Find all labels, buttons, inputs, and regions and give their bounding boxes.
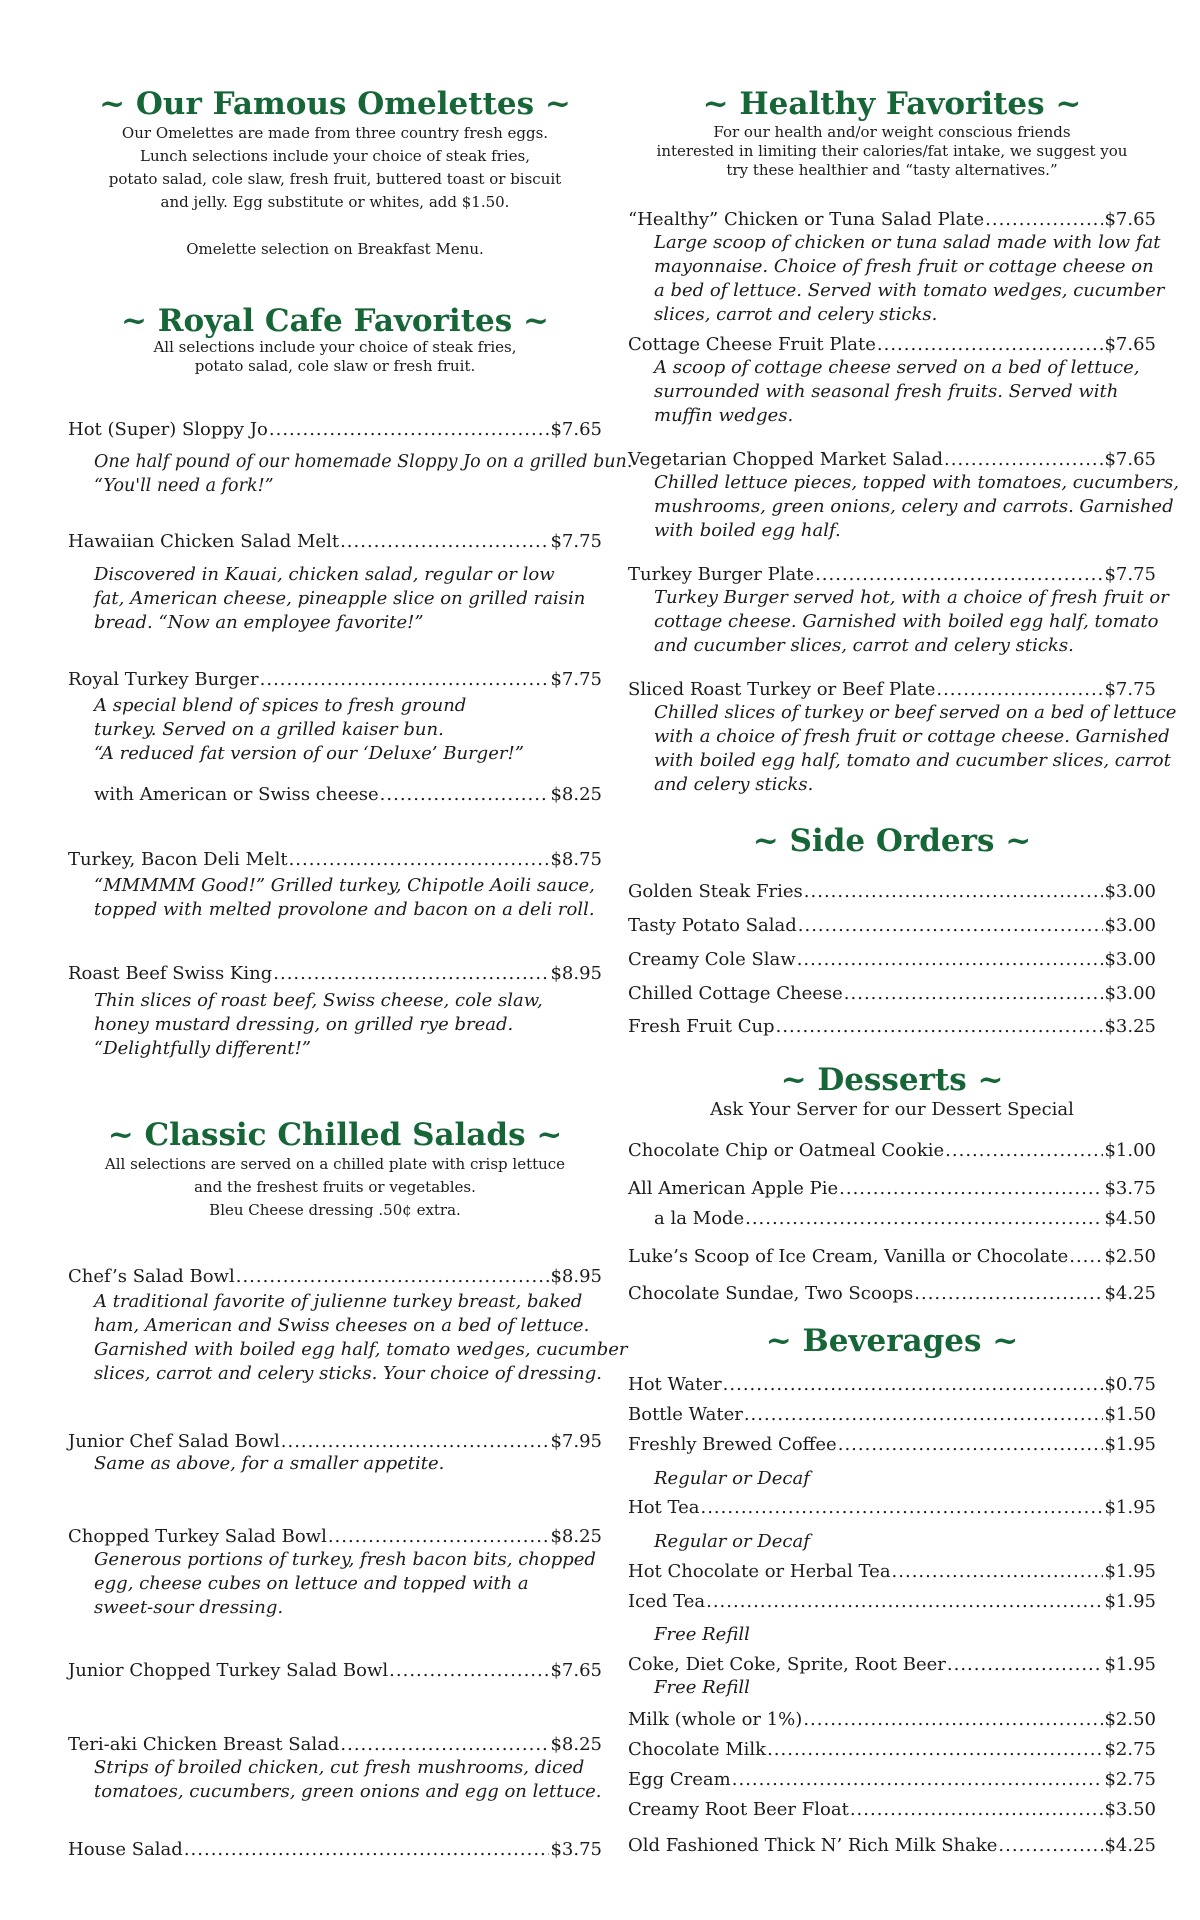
item-price: $7.65 (1104, 209, 1156, 230)
menu-item (68, 1659, 602, 1683)
menu-item (628, 1177, 1156, 1201)
menu-item (628, 1708, 1156, 1732)
item-name: Hot Chocolate or Herbal Tea (628, 1561, 891, 1582)
item-name: Roast Beef Swiss King (68, 963, 273, 984)
item-name: Golden Steak Fries (628, 881, 803, 902)
leader-dots (732, 1768, 1104, 1792)
item-name: Creamy Cole Slaw (628, 949, 796, 970)
item-name: Egg Cream (628, 1769, 731, 1790)
item-note: Regular or Decaf (654, 1531, 810, 1552)
item-name: Hawaiian Chicken Salad Melt (68, 531, 340, 552)
leader-dots (389, 1659, 549, 1683)
menu-item (628, 1015, 1156, 1039)
item-name: Fresh Fruit Cup (628, 1016, 775, 1037)
desc-line: surrounded with seasonal fresh fruits. Served with (654, 381, 1119, 402)
intro-line: Our Omelettes are made from three country fresh eggs. (121, 124, 549, 142)
leader-dots (289, 848, 550, 872)
item-row (68, 783, 602, 807)
item-price: $8.95 (550, 963, 602, 984)
desc-line: fat, American cheese, pineapple slice on grilled raisin (94, 588, 586, 609)
item-name: All American Apple Pie (628, 1178, 839, 1199)
item-price: $1.95 (1104, 1434, 1156, 1455)
item-description (628, 231, 1165, 327)
item-name: Chocolate Sundae, Two Scoops (628, 1283, 914, 1304)
item-name: Luke’s Scoop of Ice Cream, Vanilla or Chocolate (628, 1246, 1069, 1267)
intro-line: and jelly. Egg substitute or whites, add $1.50. (160, 193, 510, 211)
item-name: Old Fashioned Thick N’ Rich Milk Shake (628, 1835, 998, 1856)
leader-dots (803, 1708, 1103, 1732)
item-row (628, 914, 1156, 938)
item-row (68, 1838, 602, 1862)
item-name: Turkey, Bacon Deli Melt (68, 849, 288, 870)
item-price: $1.00 (1104, 1140, 1156, 1161)
item-name: Bottle Water (628, 1404, 743, 1425)
desc-line: honey mustard dressing, on grilled rye bread. (94, 1014, 514, 1035)
leader-dots (936, 678, 1103, 702)
item-row (628, 333, 1156, 357)
desc-line: with boiled egg half, tomato and cucumber slices, carrot (654, 750, 1171, 771)
item-row (628, 1560, 1156, 1584)
desc-line: Chilled slices of turkey or beef served on a bed of lettuce (654, 702, 1177, 723)
item-price: $7.75 (1104, 679, 1156, 700)
menu-item (68, 418, 602, 442)
salads-heading: ~ Classic Chilled Salads ~ (107, 1117, 563, 1153)
item-name: Chilled Cottage Cheese (628, 983, 843, 1004)
intro-line: and the freshest fruits or vegetables. (194, 1178, 476, 1196)
desc-line: Discovered in Kauai, chicken salad, regular or low (94, 564, 555, 585)
item-row (68, 1525, 602, 1549)
item-price: $1.95 (1104, 1591, 1156, 1612)
item-row (68, 1430, 602, 1454)
item-name: with American or Swiss cheese (94, 784, 379, 805)
item-price: $8.25 (550, 1526, 602, 1547)
desc-line: slices, carrot and celery sticks. (654, 304, 938, 325)
item-row (628, 1590, 1156, 1614)
item-name: Sliced Roast Turkey or Beef Plate (628, 679, 936, 700)
omelettes-note: Omelette selection on Breakfast Menu. (186, 240, 484, 258)
desc-line: Large scoop of chicken or tuna salad made with low fat (654, 232, 1161, 253)
item-description (68, 694, 602, 766)
item-description (628, 586, 1169, 658)
leader-dots (236, 1265, 550, 1289)
desc-line: “MMMMM Good!” Grilled turkey, Chipotle Aoili sauce, (94, 875, 595, 896)
item-name: Chopped Turkey Salad Bowl (68, 1526, 327, 1547)
leader-dots (850, 1798, 1104, 1822)
menu-item (628, 1139, 1156, 1163)
item-row (628, 208, 1156, 232)
menu-item (628, 208, 1156, 232)
intro-line: Lunch selections include your choice of steak fries, (140, 147, 530, 165)
item-price: $7.75 (550, 669, 602, 690)
desc-line: tomatoes, cucumbers, green onions and egg on lettuce. (94, 1781, 602, 1802)
item-name: Vegetarian Chopped Market Salad (628, 449, 944, 470)
item-row (68, 530, 602, 554)
leader-dots (1069, 1245, 1103, 1269)
item-price: $7.95 (550, 1431, 602, 1452)
desc-line: A special blend of spices to fresh ground (94, 695, 467, 716)
item-price: $3.00 (1104, 915, 1156, 936)
leader-dots (947, 1653, 1104, 1677)
item-price: $3.25 (1104, 1016, 1156, 1037)
item-row (628, 1798, 1156, 1822)
menu-item (628, 914, 1156, 938)
intro-line: All selections include your choice of steak fries, (153, 338, 517, 356)
leader-dots (998, 1834, 1103, 1858)
menu-item (628, 1403, 1156, 1427)
item-price: $8.95 (550, 1266, 602, 1287)
item-description (628, 356, 1156, 428)
desc-line: Turkey Burger served hot, with a choice of fresh fruit or (654, 587, 1169, 608)
menu-item (68, 530, 602, 554)
item-price: $7.75 (1104, 564, 1156, 585)
item-price: $7.65 (550, 1660, 602, 1681)
menu-item (628, 1433, 1156, 1457)
item-row (628, 1834, 1156, 1858)
item-price: $0.75 (1104, 1374, 1156, 1395)
item-row (68, 668, 602, 692)
item-row (628, 1768, 1156, 1792)
item-description (68, 1290, 628, 1386)
item-row (628, 880, 1156, 904)
leader-dots (706, 1590, 1103, 1614)
menu-item (628, 1373, 1156, 1397)
item-price: $1.50 (1104, 1404, 1156, 1425)
item-description (68, 1452, 602, 1476)
item-price: $4.25 (1104, 1835, 1156, 1856)
intro-line: potato salad, cole slaw or fresh fruit. (194, 357, 476, 375)
item-name: Chocolate Chip or Oatmeal Cookie (628, 1140, 945, 1161)
leader-dots (744, 1403, 1104, 1427)
leader-dots (944, 448, 1103, 472)
desc-line: Strips of broiled chicken, cut fresh mushrooms, diced (94, 1757, 585, 1778)
item-row (628, 1282, 1156, 1306)
item-name: a la Mode (654, 1208, 745, 1229)
royal-heading: ~ Royal Cafe Favorites ~ (121, 303, 549, 339)
item-row (628, 1373, 1156, 1397)
desc-line: cottage cheese. Garnished with boiled egg half, tomato (654, 611, 1159, 632)
desc-line: with boiled egg half. (654, 520, 841, 541)
item-row (628, 1708, 1156, 1732)
item-price: $3.00 (1104, 983, 1156, 1004)
item-price: $2.75 (1104, 1739, 1156, 1760)
desc-line: Same as above, for a smaller appetite. (94, 1453, 445, 1474)
leader-dots (839, 1177, 1103, 1201)
leader-dots (914, 1282, 1103, 1306)
item-price: $3.50 (1104, 1799, 1156, 1820)
item-name: Hot Tea (628, 1497, 700, 1518)
healthy-intro (628, 123, 1156, 180)
leader-dots (804, 880, 1104, 904)
leader-dots (877, 333, 1104, 357)
item-row (628, 1015, 1156, 1039)
desc-line: mayonnaise. Choice of fresh fruit or cottage cheese on (654, 256, 1154, 277)
menu-item (628, 1798, 1156, 1822)
menu-item (68, 1733, 602, 1757)
menu-item (628, 1245, 1156, 1269)
menu-item (68, 1525, 602, 1549)
desc-line: One half pound of our homemade Sloppy Jo on a grilled bun. (94, 452, 633, 472)
leader-dots (269, 418, 550, 442)
menu-item (628, 1738, 1156, 1762)
item-name: Junior Chef Salad Bowl (68, 1431, 280, 1452)
desc-line: with a choice of fresh fruit or cottage cheese. Garnished (654, 726, 1170, 747)
item-price: $4.50 (1104, 1208, 1156, 1229)
menu-item (628, 1496, 1156, 1520)
item-price: $2.50 (1104, 1246, 1156, 1267)
desc-line: ham, American and Swiss cheeses on a bed of lettuce. (94, 1315, 590, 1336)
item-price: $3.00 (1104, 881, 1156, 902)
healthy-heading: ~ Healthy Favorites ~ (702, 86, 1082, 122)
item-price: $8.25 (550, 784, 602, 805)
item-price: $2.75 (1104, 1769, 1156, 1790)
item-price: $7.65 (1104, 449, 1156, 470)
menu-item (628, 948, 1156, 972)
item-row (628, 1496, 1156, 1520)
item-description (628, 701, 1177, 797)
menu-item (628, 1834, 1156, 1858)
leader-dots (723, 1373, 1104, 1397)
desc-line: “You'll need a fork!” (94, 475, 274, 496)
menu-item (68, 668, 602, 692)
desc-line: turkey. Served on a grilled kaiser bun. (94, 719, 444, 740)
leader-dots (184, 1838, 550, 1862)
item-description (68, 563, 602, 635)
item-row (628, 1653, 1156, 1677)
desc-line: muffin wedges. (654, 405, 794, 426)
leader-dots (844, 982, 1104, 1006)
sides-heading: ~ Side Orders ~ (752, 823, 1032, 859)
item-row (68, 1659, 602, 1683)
item-row (628, 1139, 1156, 1163)
menu-item (68, 848, 602, 872)
item-price: $1.95 (1104, 1561, 1156, 1582)
menu-item (68, 1838, 602, 1862)
item-row (68, 1265, 602, 1289)
leader-dots (798, 914, 1104, 938)
leader-dots (745, 1207, 1103, 1231)
leader-dots (328, 1525, 550, 1549)
menu-item (68, 1430, 602, 1454)
intro-line: potato salad, cole slaw, fresh fruit, buttered toast or biscuit (108, 170, 562, 188)
item-price: $7.75 (550, 531, 602, 552)
salads-intro (68, 1153, 602, 1222)
desserts-note: Ask Your Server for our Dessert Special (710, 1099, 1074, 1120)
item-price: $2.50 (1104, 1709, 1156, 1730)
item-name: Teri-aki Chicken Breast Salad (68, 1734, 340, 1755)
item-row (68, 418, 602, 442)
desc-line: sweet-sour dressing. (94, 1597, 284, 1618)
leader-dots (260, 668, 550, 692)
item-description (628, 471, 1179, 543)
item-note: Free Refill (654, 1677, 750, 1698)
item-row (628, 1738, 1156, 1762)
desc-line: “A reduced fat version of our ‘Deluxe’ Burger!” (94, 743, 524, 764)
intro-line: try these healthier and “tasty alternatives.” (726, 161, 1058, 179)
item-name: Hot (Super) Sloppy Jo (68, 419, 268, 440)
menu-item (628, 880, 1156, 904)
royal-intro (68, 338, 602, 376)
intro-line: Bleu Cheese dressing .50¢ extra. (209, 1201, 461, 1219)
item-row (628, 1177, 1156, 1201)
desc-line: a bed of lettuce. Served with tomato wedges, cucumber (654, 280, 1165, 301)
desc-line: Thin slices of roast beef, Swiss cheese, cole slaw, (94, 990, 543, 1011)
item-row (628, 1207, 1156, 1231)
leader-dots (892, 1560, 1104, 1584)
desc-line: egg, cheese cubes on lettuce and topped with a (94, 1573, 529, 1594)
desc-line: topped with melted provolone and bacon on a deli roll. (94, 899, 595, 920)
item-name: House Salad (68, 1839, 183, 1860)
desc-line: A traditional favorite of julienne turkey breast, baked (94, 1291, 583, 1312)
item-name: Creamy Root Beer Float (628, 1799, 849, 1820)
menu-item (628, 1282, 1156, 1306)
menu-item (628, 333, 1156, 357)
item-description (68, 1756, 602, 1804)
item-price: $3.75 (550, 1839, 602, 1860)
item-row (68, 1733, 602, 1757)
leader-dots (945, 1139, 1103, 1163)
desc-line: and celery sticks. (654, 774, 814, 795)
omelettes-heading: ~ Our Famous Omelettes ~ (99, 86, 571, 122)
leader-dots (815, 563, 1103, 587)
item-price: $1.95 (1104, 1497, 1156, 1518)
menu-item (628, 563, 1156, 587)
menu-item (628, 982, 1156, 1006)
item-price: $8.25 (550, 1734, 602, 1755)
item-name: Turkey Burger Plate (628, 564, 815, 585)
intro-line: interested in limiting their calories/fat intake, we suggest you (656, 142, 1128, 160)
leader-dots (767, 1738, 1103, 1762)
desc-line: slices, carrot and celery sticks. Your choice of dressing. (94, 1363, 602, 1384)
item-price: $3.75 (1104, 1178, 1156, 1199)
leader-dots (700, 1496, 1103, 1520)
intro-line: All selections are served on a chilled plate with crisp lettuce (104, 1155, 566, 1173)
item-name: Freshly Brewed Coffee (628, 1434, 837, 1455)
desc-line: bread. “Now an employee favorite!” (94, 612, 424, 633)
leader-dots (273, 962, 549, 986)
item-price: $7.65 (550, 419, 602, 440)
item-name: Milk (whole or 1%) (628, 1709, 803, 1730)
leader-dots (985, 208, 1103, 232)
item-price: $4.25 (1104, 1283, 1156, 1304)
item-note: Regular or Decaf (654, 1468, 810, 1489)
item-row (628, 1245, 1156, 1269)
menu-item (628, 678, 1156, 702)
item-name: Chocolate Milk (628, 1739, 767, 1760)
item-row (628, 1433, 1156, 1457)
leader-dots (776, 1015, 1104, 1039)
item-description (68, 1548, 602, 1620)
item-name: Cottage Cheese Fruit Plate (628, 334, 876, 355)
desc-line: Chilled lettuce pieces, topped with tomatoes, cucumbers, (654, 472, 1179, 493)
menu-item (628, 1653, 1156, 1677)
menu-item (628, 1207, 1156, 1231)
item-row (68, 962, 602, 986)
leader-dots (838, 1433, 1104, 1457)
desc-line: and cucumber slices, carrot and celery sticks. (654, 635, 1074, 656)
item-description (68, 874, 602, 922)
item-row (628, 448, 1156, 472)
leader-dots (340, 530, 549, 554)
intro-line: For our health and/or weight conscious friends (713, 123, 1071, 141)
desc-line: Garnished with boiled egg half, tomato wedges, cucumber (94, 1339, 628, 1360)
item-row (628, 948, 1156, 972)
menu-item (628, 1560, 1156, 1584)
desc-line: A scoop of cottage cheese served on a bed of lettuce, (654, 357, 1140, 378)
omelettes-intro (68, 122, 602, 214)
item-name: Royal Turkey Burger (68, 669, 259, 690)
item-name: Iced Tea (628, 1591, 706, 1612)
item-name: Tasty Potato Salad (628, 915, 797, 936)
desc-line: mushrooms, green onions, celery and carrots. Garnished (654, 496, 1174, 517)
item-price: $7.65 (1104, 334, 1156, 355)
beverages-heading: ~ Beverages ~ (765, 1323, 1019, 1359)
item-row (628, 563, 1156, 587)
item-name: “Healthy” Chicken or Tuna Salad Plate (628, 209, 985, 230)
item-row (628, 1403, 1156, 1427)
leader-dots (281, 1430, 550, 1454)
item-name: Chef’s Salad Bowl (68, 1266, 235, 1287)
item-name: Hot Water (628, 1374, 722, 1395)
menu-item (628, 1590, 1156, 1614)
item-price: $1.95 (1104, 1654, 1156, 1675)
item-row (628, 982, 1156, 1006)
leader-dots (380, 783, 550, 807)
item-row (68, 848, 602, 872)
item-description (68, 989, 602, 1061)
desc-line: “Delightfully different!” (94, 1038, 312, 1059)
menu-item (628, 448, 1156, 472)
desserts-heading: ~ Desserts ~ (780, 1062, 1004, 1098)
menu-item (628, 1768, 1156, 1792)
item-name: Junior Chopped Turkey Salad Bowl (68, 1660, 389, 1681)
menu-item-addon (68, 783, 602, 807)
leader-dots (340, 1733, 549, 1757)
item-price: $3.00 (1104, 949, 1156, 970)
item-price: $8.75 (550, 849, 602, 870)
item-note: Free Refill (654, 1624, 750, 1645)
item-description (68, 451, 633, 498)
desc-line: Generous portions of turkey, fresh bacon bits, chopped (94, 1549, 596, 1570)
item-row (628, 678, 1156, 702)
menu-item (68, 1265, 602, 1289)
item-name: Coke, Diet Coke, Sprite, Root Beer (628, 1654, 946, 1675)
menu-item (68, 962, 602, 986)
leader-dots (797, 948, 1104, 972)
